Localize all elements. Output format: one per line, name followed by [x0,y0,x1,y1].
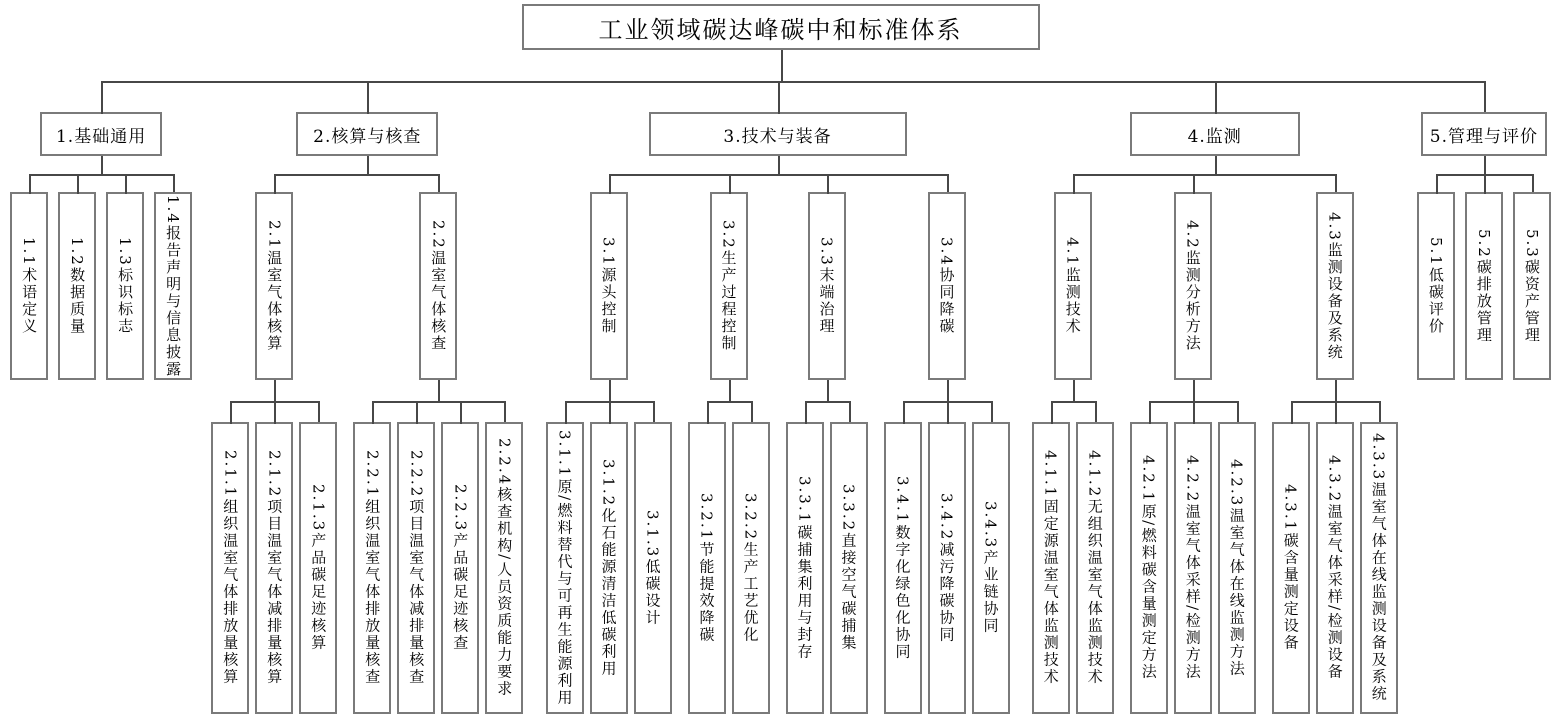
node-label-2-1-1: 2.1.1组织温室气体排放量核算 [221,450,240,686]
node-label-3-4-1: 3.4.1数字化绿色化协同 [893,475,912,661]
node-label-3-3: 3.3末端治理 [817,237,836,335]
branch-3-2 [680,174,778,714]
node-box-3-4-1 [884,422,922,714]
branch-4-2-3 [1215,401,1259,714]
node-label-5-1: 5.1低碳评价 [1426,237,1445,335]
node-box-2-2-1 [353,422,391,714]
branch-accounting-verification [200,81,534,714]
node-label-2-2: 2.2温室气体核查 [429,220,448,352]
branch-technology-equipment [534,81,1020,714]
node-label-3-4-2: 3.4.2减污降碳协同 [937,492,956,644]
branch-4-3-1 [1269,401,1313,714]
branch-3-1-3 [631,401,675,714]
children-of-5 [1412,156,1556,380]
node-label-3-1-1: 3.1.1原/燃料替代与可再生能源利用 [555,429,574,707]
node-label-3-2-2: 3.2.2生产工艺优化 [741,492,760,644]
branch-3-4-1 [881,401,925,714]
node-box-4-2 [1174,192,1212,380]
node-box-3-4 [928,192,966,380]
node-label-4-3-1: 4.3.1碳含量测定设备 [1281,484,1300,652]
node-box-3-3-1 [786,422,824,714]
node-box-2-1-1 [211,422,249,714]
node-box-2-1 [255,192,293,380]
branch-1-4 [149,174,197,380]
node-label-1-3: 1.3标识标志 [116,237,135,335]
children-of-4 [1024,156,1406,714]
node-box-2-2 [419,192,457,380]
children-of-3-4 [881,380,1013,714]
node-label-2-2-1: 2.2.1组织温室气体排放量核查 [363,450,382,686]
branch-3-4 [876,174,1018,714]
node-label-4-2: 4.2监测分析方法 [1183,220,1202,352]
branch-4-3 [1264,174,1406,714]
branch-3-4-3 [969,401,1013,714]
node-box-4-3-3 [1360,422,1398,714]
branch-3-1 [538,174,680,714]
node-label-1: 1.基础通用 [55,126,147,147]
branch-monitoring [1021,81,1409,714]
node-box-1-1 [10,192,48,380]
node-label-2-2-3: 2.2.3产品碳足迹核查 [451,484,470,652]
branch-3-1-1 [543,401,587,714]
node-box-2-2-2 [397,422,435,714]
node-box-3 [649,112,907,156]
node-box-4-1-1 [1032,422,1070,714]
node-box-4-1 [1054,192,1092,380]
node-box-3-2-2 [732,422,770,714]
node-box-4-2-3 [1218,422,1256,714]
node-label-3-4-3: 3.4.3产业链协同 [981,501,1000,635]
node-box-3-1-3 [634,422,672,714]
branch-2-1-3 [296,401,340,714]
branch-2-2-1 [350,401,394,714]
children-of-3-1 [543,380,675,714]
branch-2-1 [203,174,345,714]
node-label-4-3-2: 4.3.2温室气体采样/检测设备 [1325,455,1344,681]
branch-2-1-2 [252,401,296,714]
node-box-3-2 [710,192,748,380]
node-box-3-3-2 [830,422,868,714]
node-label-4-1: 4.1监测技术 [1063,237,1082,335]
node-box-4 [1130,112,1300,156]
node-box-4-2-1 [1130,422,1168,714]
node-box-3-3 [808,192,846,380]
node-label-1-1: 1.1术语定义 [20,237,39,335]
branch-management-evaluation [1409,81,1559,380]
node-box-2-2-3 [441,422,479,714]
branch-3-3-2 [827,401,871,714]
node-box-2-1-3 [299,422,337,714]
branch-4-3-2 [1313,401,1357,714]
branch-5-3 [1508,174,1556,380]
children-of-4-1 [1029,380,1117,714]
node-label-2-1-3: 2.1.3产品碳足迹核算 [309,484,328,652]
children-of-2-2 [350,380,526,714]
branch-3-2-1 [685,401,729,714]
node-label-3-4: 3.4协同降碳 [937,237,956,335]
node-label-5: 5.管理与评价 [1429,126,1539,147]
branch-4-1-1 [1029,401,1073,714]
node-label-2: 2.核算与核查 [313,126,422,147]
node-box-4-3-2 [1316,422,1354,714]
node-box-1 [40,112,162,156]
node-box-1-4 [154,192,192,380]
node-label-4-2-1: 4.2.1原/燃料碳含量测定方法 [1139,455,1158,681]
diagram-title: 工业领域碳达峰碳中和标准体系 [598,15,963,44]
node-label-5-2: 5.2碳排放管理 [1474,228,1493,344]
branch-4-1 [1024,174,1122,714]
node-label-4: 4.监测 [1187,126,1242,147]
children-of-4-3 [1269,380,1401,714]
node-box-2-2-4 [485,422,523,714]
branch-3-2-2 [729,401,773,714]
branch-2-1-1 [208,401,252,714]
node-box-5-1 [1417,192,1455,380]
level1-row [2,50,1559,714]
children-of-3-2 [685,380,773,714]
children-of-2 [203,156,531,714]
node-label-3-3-1: 3.3.1碳捕集利用与封存 [795,475,814,661]
branch-2-2-2 [394,401,438,714]
node-box-4-3-1 [1272,422,1310,714]
node-box-5-2 [1465,192,1503,380]
node-label-3-2-1: 3.2.1节能提效降碳 [697,492,716,644]
node-box-4-3 [1316,192,1354,380]
branch-2-2 [345,174,531,714]
node-label-2-1: 2.1温室气体核算 [265,220,284,352]
node-box-3-4-2 [928,422,966,714]
branch-5-1 [1412,174,1460,380]
branch-3-3-1 [783,401,827,714]
node-label-4-2-3: 4.2.3温室气体在线监测方法 [1227,458,1246,678]
node-box-3-1-2 [590,422,628,714]
branch-foundation [2,81,200,380]
branch-2-2-3 [438,401,482,714]
node-box-3-1 [590,192,628,380]
node-box-2-1-2 [255,422,293,714]
branch-3-3 [778,174,876,714]
branch-2-2-4 [482,401,526,714]
node-box-5 [1421,112,1547,156]
branch-4-2 [1122,174,1264,714]
children-of-3-3 [783,380,871,714]
node-box-4-2-2 [1174,422,1212,714]
node-label-3: 3.技术与装备 [723,126,832,147]
branch-5-2 [1460,174,1508,380]
node-label-3-1-3: 3.1.3低碳设计 [643,509,662,627]
node-box-1-3 [106,192,144,380]
node-label-4-1-1: 4.1.1固定源温室气体监测技术 [1041,450,1060,686]
node-box-5-3 [1513,192,1551,380]
node-label-2-1-2: 2.1.2项目温室气体减排量核算 [265,450,284,686]
node-box-3-1-1 [546,422,584,714]
branch-4-3-3 [1357,401,1401,714]
branch-3-1-2 [587,401,631,714]
branch-1-2 [53,174,101,380]
node-label-4-2-2: 4.2.2温室气体采样/检测方法 [1183,455,1202,681]
branch-3-4-2 [925,401,969,714]
branch-4-2-1 [1127,401,1171,714]
node-box-3-4-3 [972,422,1010,714]
branch-4-1-2 [1073,401,1117,714]
branch-1-1 [5,174,53,380]
children-of-2-1 [208,380,340,714]
branch-4-2-2 [1171,401,1215,714]
node-label-3-1: 3.1源头控制 [599,237,618,335]
node-label-3-3-2: 3.3.2直接空气碳捕集 [839,484,858,652]
node-label-2-2-2: 2.2.2项目温室气体减排量核查 [407,450,426,686]
node-label-1-4: 1.4报告声明与信息披露 [164,194,183,378]
root-node-box [522,4,1040,50]
node-box-1-2 [58,192,96,380]
node-label-2-2-4: 2.2.4核查机构/人员资质能力要求 [495,438,514,698]
children-of-4-2 [1127,380,1259,714]
children-of-1 [5,156,197,380]
branch-1-3 [101,174,149,380]
node-label-4-3-3: 4.3.3温室气体在线监测设备及系统 [1369,433,1388,703]
node-label-3-1-2: 3.1.2化石能源清洁低碳利用 [599,458,618,678]
node-label-4-1-2: 4.1.2无组织温室气体监测技术 [1085,450,1104,686]
node-box-2 [296,112,438,156]
children-of-3 [538,156,1018,714]
node-label-1-2: 1.2数据质量 [68,237,87,335]
node-box-4-1-2 [1076,422,1114,714]
node-label-4-3: 4.3监测设备及系统 [1325,211,1344,361]
node-label-5-3: 5.3碳资产管理 [1522,228,1541,344]
node-box-3-2-1 [688,422,726,714]
node-label-3-2: 3.2生产过程控制 [719,220,738,352]
